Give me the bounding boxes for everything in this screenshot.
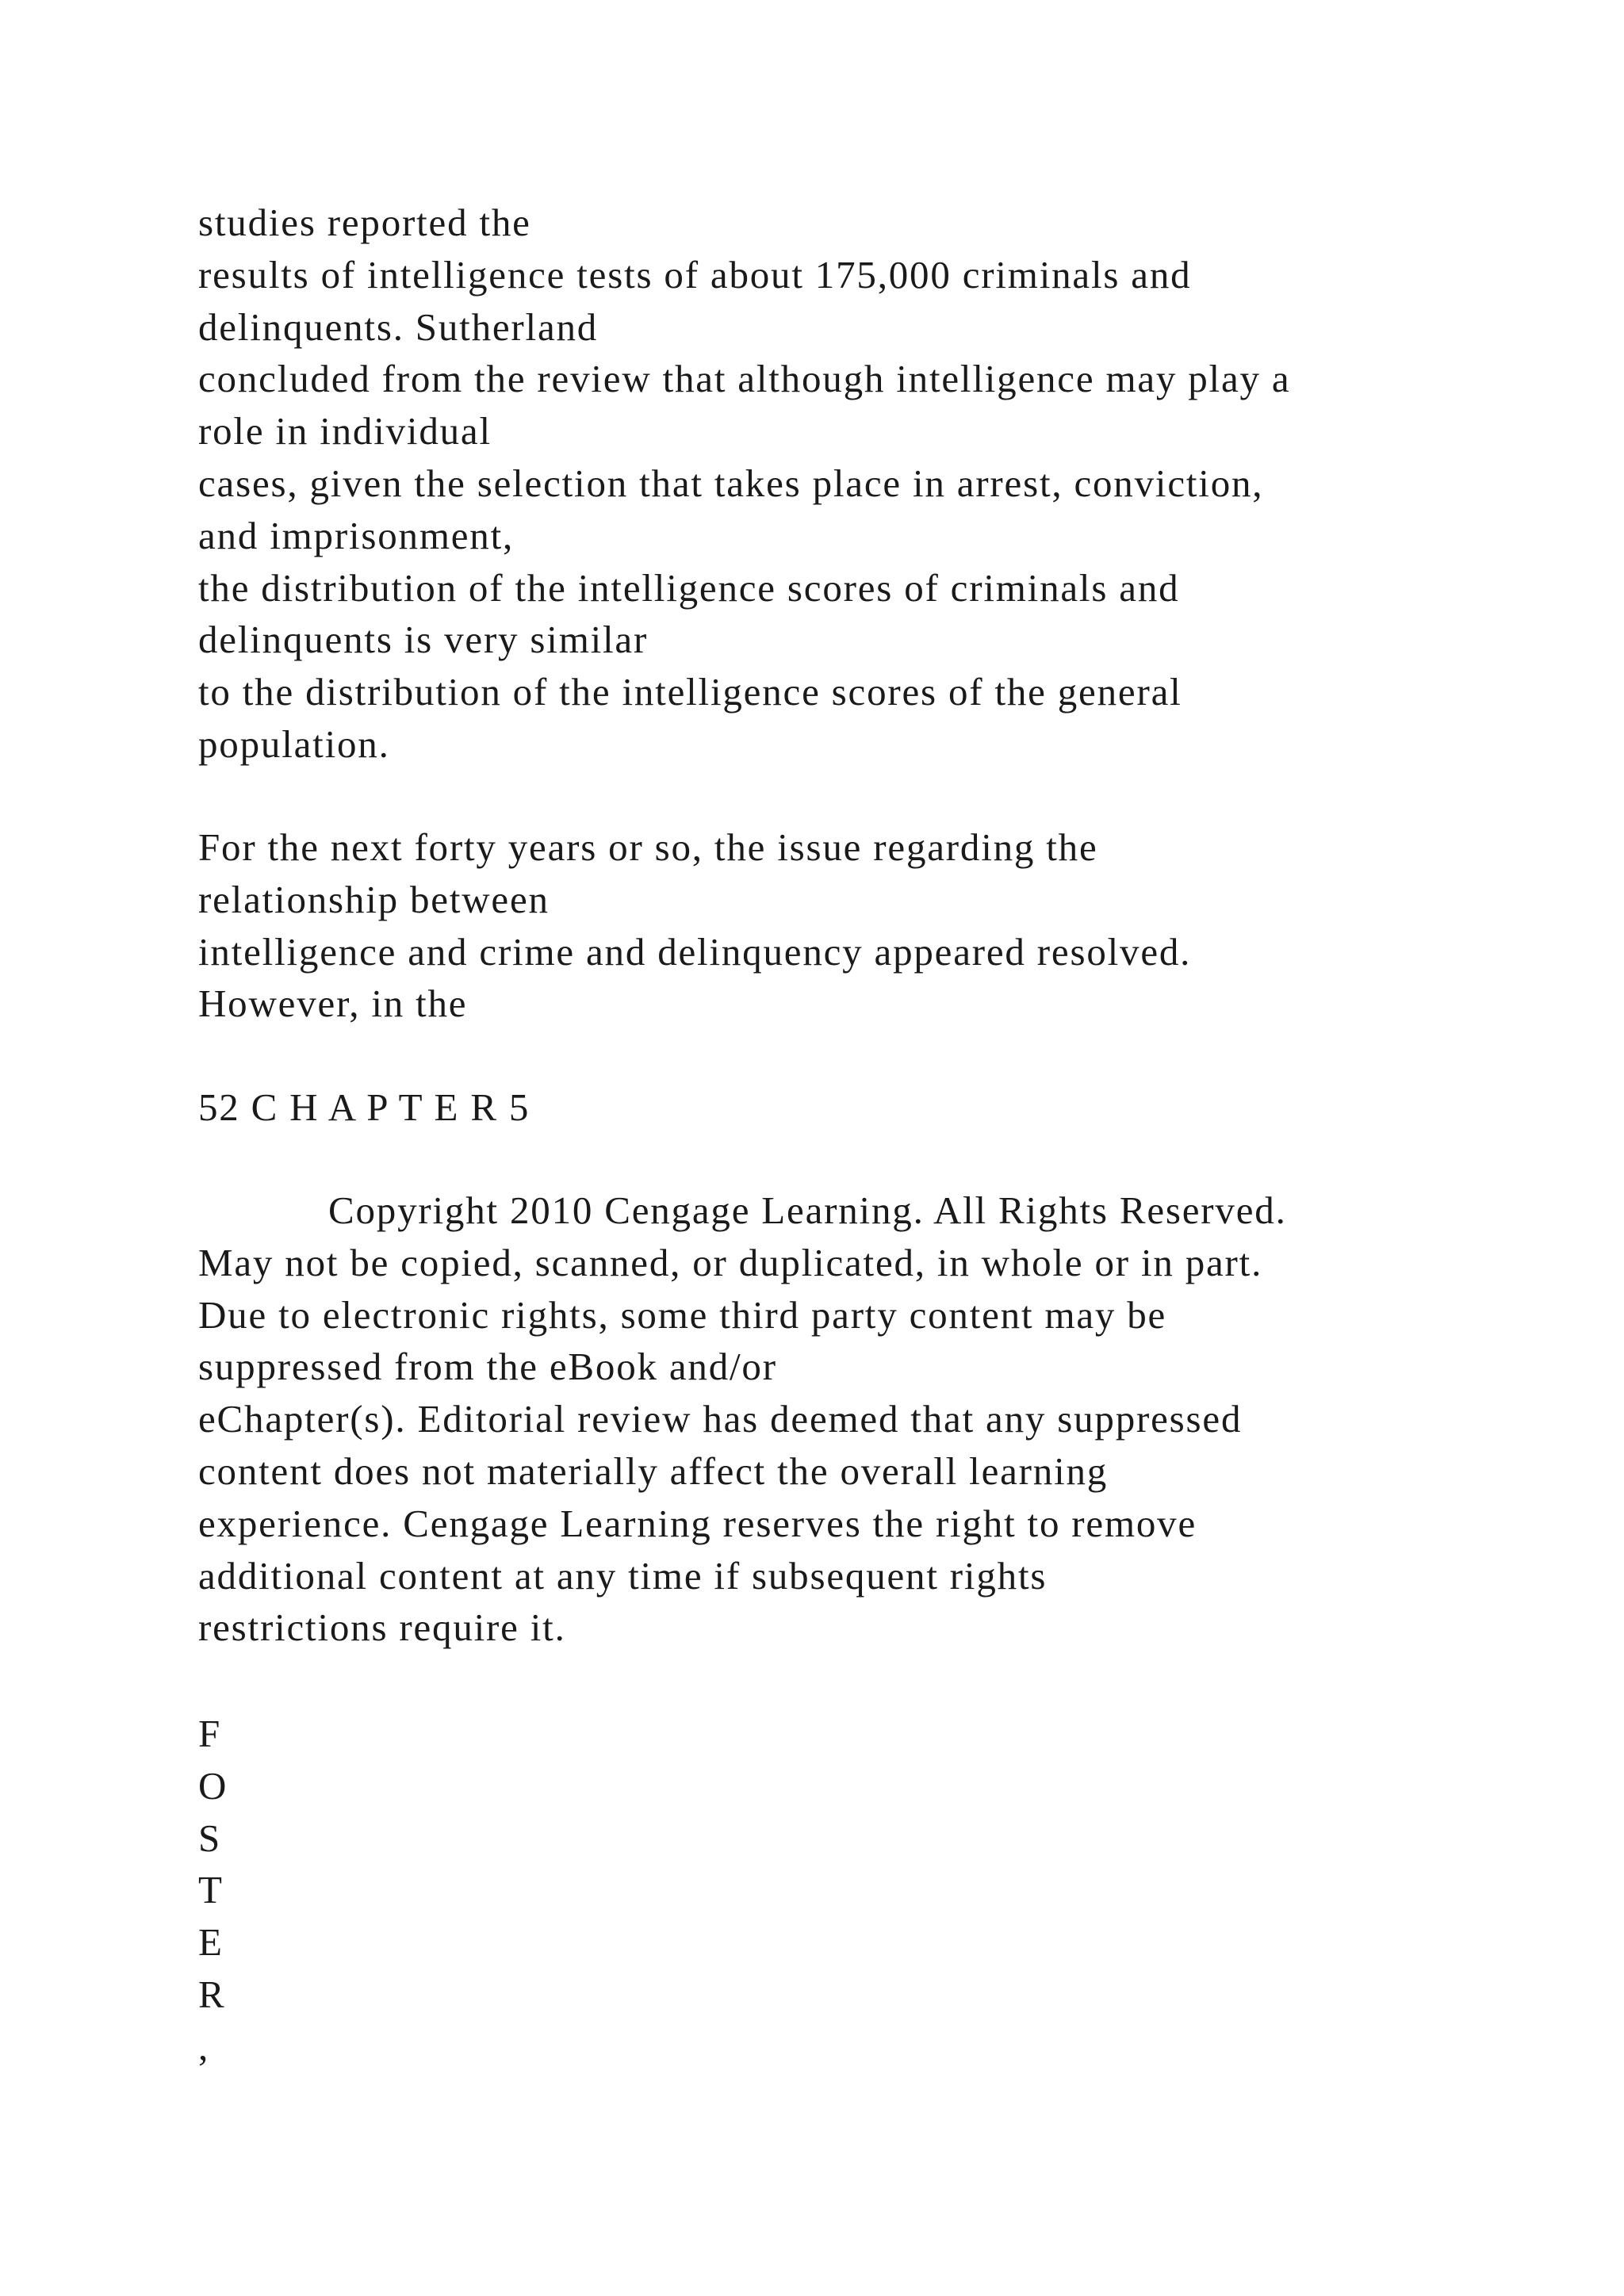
- vertical-letter: ,: [198, 2024, 209, 2068]
- copyright-line: restrictions require it.: [198, 1605, 566, 1650]
- text-line: studies reported the: [198, 201, 531, 244]
- copyright-line: eChapter(s). Editorial review has deemed that any suppressed: [198, 1397, 1243, 1441]
- copyright-line: suppressed from the eBook and/or: [198, 1345, 777, 1389]
- body-paragraph: [198, 821, 1546, 1030]
- copyright-line: additional content at any time if subsequent rights: [198, 1553, 1048, 1598]
- chapter-header: [198, 1081, 1546, 1134]
- text-line: delinquents. Sutherland: [198, 304, 599, 349]
- copyright-line: experience. Cengage Learning reserves the right to remove: [198, 1501, 1197, 1545]
- chapter-header-text: 52 C H A P T E R 5: [198, 1085, 530, 1129]
- text-line: However, in the: [198, 982, 468, 1026]
- vertical-letter: F: [198, 1712, 220, 1755]
- copyright-line: Due to electronic rights, some third party content may be: [198, 1292, 1167, 1337]
- text-line: relationship between: [198, 877, 550, 921]
- text-line: concluded from the review that although intelligence may play a: [198, 357, 1291, 401]
- vertical-letter: E: [198, 1920, 222, 1965]
- text-line: the distribution of the intelligence scores of criminals and: [198, 565, 1180, 610]
- text-line: For the next forty years or so, the issue regarding the: [198, 825, 1098, 869]
- copyright-line: May not be copied, scanned, or duplicated, in whole or in part.: [198, 1240, 1263, 1284]
- text-line: and imprisonment,: [198, 513, 515, 557]
- vertical-author-text: [198, 1708, 1546, 2073]
- text-line: delinquents is very similar: [198, 618, 649, 662]
- text-line: intelligence and crime and delinquency appeared resolved.: [198, 929, 1192, 974]
- text-line: cases, given the selection that takes place in arrest, conviction,: [198, 461, 1264, 505]
- vertical-letter: T: [198, 1868, 222, 1912]
- vertical-letter: S: [198, 1816, 220, 1860]
- vertical-letter: O: [198, 1763, 227, 1808]
- body-paragraph: [198, 197, 1546, 771]
- copyright-line: content does not materially affect the overall learning: [198, 1448, 1109, 1493]
- text-line: population.: [198, 721, 390, 766]
- text-line: role in individual: [198, 409, 492, 453]
- text-line: results of intelligence tests of about 175,000 criminals and: [198, 252, 1192, 297]
- text-line: to the distribution of the intelligence scores of the general: [198, 670, 1182, 714]
- copyright-notice: [198, 1184, 1546, 1654]
- vertical-letter: R: [198, 1972, 224, 2016]
- copyright-line: Copyright 2010 Cengage Learning. All Rights Reserved.: [328, 1188, 1287, 1232]
